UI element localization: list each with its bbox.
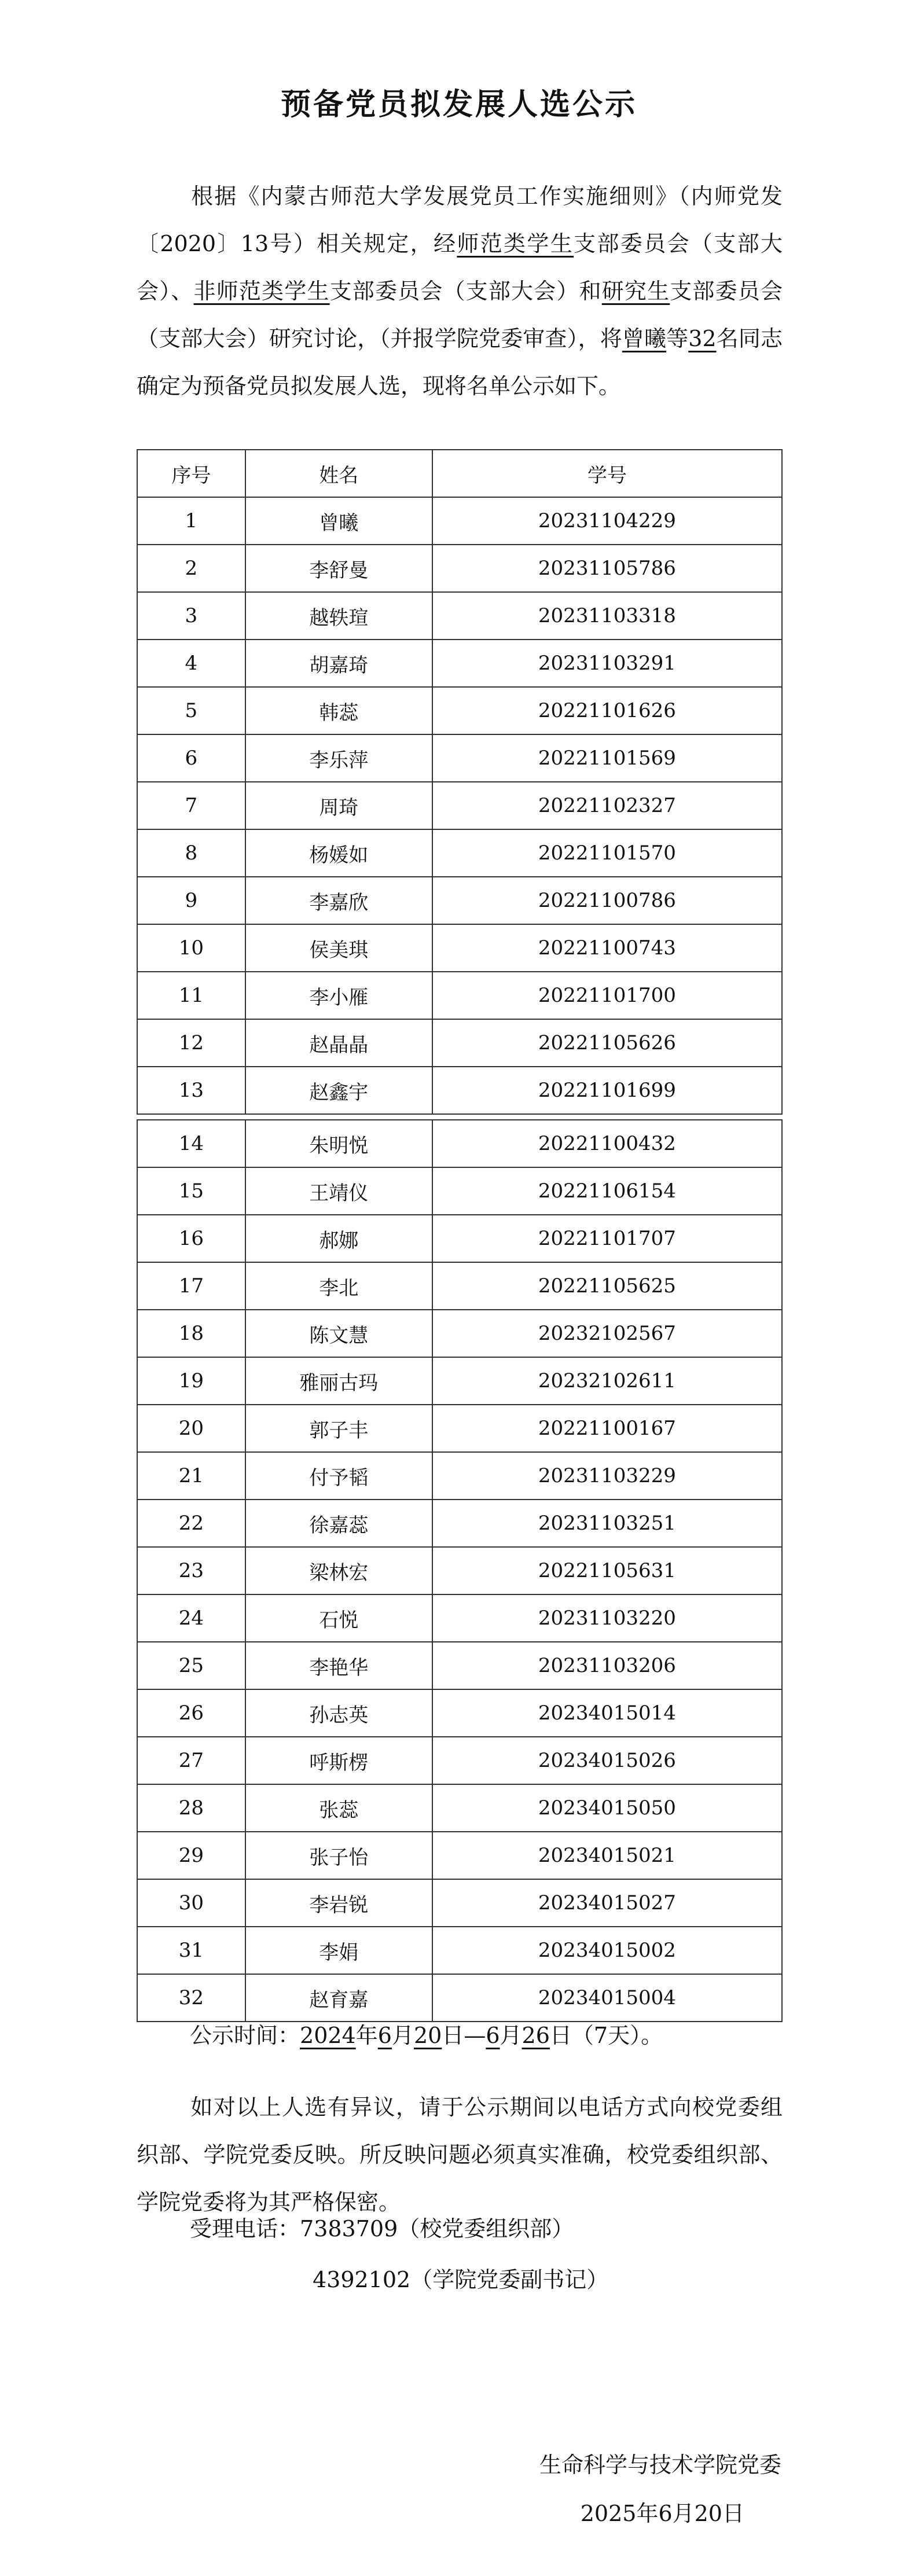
cell-index: 2 xyxy=(137,545,245,592)
header-index: 序号 xyxy=(137,450,245,497)
cell-name: 周琦 xyxy=(245,782,432,829)
table-row xyxy=(137,1120,782,1167)
cell-index: 10 xyxy=(137,924,245,972)
cell-name: 李岩锐 xyxy=(245,1879,432,1927)
cell-student-id: 20221100167 xyxy=(432,1405,782,1452)
cell-index: 12 xyxy=(137,1019,245,1067)
table-row xyxy=(137,1215,782,1262)
cell-student-id: 20232102611 xyxy=(432,1357,782,1405)
cell-name: 呼斯楞 xyxy=(245,1737,432,1784)
table-row xyxy=(137,545,782,592)
cell-index: 17 xyxy=(137,1262,245,1310)
cell-student-id: 20234015004 xyxy=(432,1974,782,2022)
year-char: 年 xyxy=(355,2023,378,2048)
cell-student-id: 20221101707 xyxy=(432,1215,782,1262)
cell-student-id: 20231105786 xyxy=(432,545,782,592)
cell-student-id: 20234015014 xyxy=(432,1689,782,1737)
cell-index: 24 xyxy=(137,1594,245,1642)
intro-text: 名同志确定为预备党员拟发展人选，现将名单公示如下。 xyxy=(137,326,783,399)
cell-index: 20 xyxy=(137,1405,245,1452)
cell-student-id: 20221101700 xyxy=(432,972,782,1019)
start-month: 6 xyxy=(377,2023,392,2048)
table-row xyxy=(137,829,782,877)
cell-index: 7 xyxy=(137,782,245,829)
cell-index: 19 xyxy=(137,1357,245,1405)
cell-name: 朱明悦 xyxy=(245,1120,432,1167)
table-row xyxy=(137,877,782,924)
cell-student-id: 20221100743 xyxy=(432,924,782,972)
cell-name: 雅丽古玛 xyxy=(245,1357,432,1405)
cell-name: 李嘉欣 xyxy=(245,877,432,924)
cell-student-id: 20232102567 xyxy=(432,1310,782,1357)
cell-index: 1 xyxy=(137,497,245,545)
cell-student-id: 20234015050 xyxy=(432,1784,782,1832)
cell-student-id: 20221105625 xyxy=(432,1262,782,1310)
start-year: 2024 xyxy=(300,2023,356,2048)
cell-index: 22 xyxy=(137,1500,245,1547)
cell-index: 15 xyxy=(137,1167,245,1215)
cell-name: 杨媛如 xyxy=(245,829,432,877)
cell-student-id: 20234015021 xyxy=(432,1832,782,1879)
cell-index: 25 xyxy=(137,1642,245,1689)
first-candidate-name: 曾曦 xyxy=(622,326,667,351)
cell-student-id: 20221100432 xyxy=(432,1120,782,1167)
cell-name: 孙志英 xyxy=(245,1689,432,1737)
cell-name: 郭子丰 xyxy=(245,1405,432,1452)
cell-student-id: 20234015027 xyxy=(432,1879,782,1927)
table-row xyxy=(137,924,782,972)
cell-student-id: 20231103291 xyxy=(432,640,782,687)
cell-name: 胡嘉琦 xyxy=(245,640,432,687)
table-row xyxy=(137,1452,782,1500)
cell-index: 11 xyxy=(137,972,245,1019)
page-title: 预备党员拟发展人选公示 xyxy=(280,87,637,122)
cell-index: 23 xyxy=(137,1547,245,1594)
cell-name: 王靖仪 xyxy=(245,1167,432,1215)
branch-name: 师范类学生 xyxy=(457,231,574,256)
candidate-table-part1 xyxy=(137,449,783,1115)
table-row xyxy=(137,1737,782,1784)
cell-name: 越轶瑄 xyxy=(245,592,432,640)
branch-name: 研究生 xyxy=(601,278,670,304)
table-row xyxy=(137,1405,782,1452)
table-row xyxy=(137,1879,782,1927)
intro-text: 支部委员会（支部大会）研究讨论，（并报学院党委审查），将 xyxy=(137,278,783,351)
publicity-label: 公示时间： xyxy=(190,2023,300,2048)
objection-text: 如对以上人选有异议，请于公示期间以电话方式向校党委组织部、学院党委反映。所反映问题必须真实准确，校党委组织部、学院党委将为其严格保密。 xyxy=(137,2094,783,2215)
cell-name: 曾曦 xyxy=(245,497,432,545)
cell-student-id: 20221102327 xyxy=(432,782,782,829)
cell-index: 16 xyxy=(137,1215,245,1262)
month-char: 月 xyxy=(391,2023,414,2048)
cell-student-id: 20221100786 xyxy=(432,877,782,924)
intro-text: 根据《内蒙古师范大学发展党员工作实施细则》（内师党发〔2020〕13号）相关规定，经 xyxy=(137,183,783,256)
cell-name: 陈文慧 xyxy=(245,1310,432,1357)
cell-student-id: 20231103229 xyxy=(432,1452,782,1500)
branch-name: 非师范类学生 xyxy=(193,278,330,304)
publicity-tail: 日（7天）。 xyxy=(549,2023,663,2048)
end-day: 26 xyxy=(522,2023,550,2048)
cell-student-id: 20231103318 xyxy=(432,592,782,640)
cell-name: 郝娜 xyxy=(245,1215,432,1262)
signature-date: 2025年6月20日 xyxy=(580,2501,744,2526)
table-row xyxy=(137,734,782,782)
cell-student-id: 20221101699 xyxy=(432,1067,782,1114)
cell-student-id: 20231103220 xyxy=(432,1594,782,1642)
header-student-id: 学号 xyxy=(432,450,782,497)
cell-name: 李舒曼 xyxy=(245,545,432,592)
cell-name: 赵育嘉 xyxy=(245,1974,432,2022)
table-header-row xyxy=(137,450,782,497)
cell-student-id: 20221101569 xyxy=(432,734,782,782)
cell-index: 6 xyxy=(137,734,245,782)
cell-index: 30 xyxy=(137,1879,245,1927)
table-row xyxy=(137,592,782,640)
cell-name: 张子怡 xyxy=(245,1832,432,1879)
cell-index: 5 xyxy=(137,687,245,734)
cell-student-id: 20231103206 xyxy=(432,1642,782,1689)
month-char: 月 xyxy=(500,2023,522,2048)
cell-name: 李娟 xyxy=(245,1927,432,1974)
cell-student-id: 20231104229 xyxy=(432,497,782,545)
cell-name: 侯美琪 xyxy=(245,924,432,972)
intro-text: 支部委员会（支部大会）、 xyxy=(137,231,783,304)
cell-index: 9 xyxy=(137,877,245,924)
table-row xyxy=(137,1500,782,1547)
cell-index: 28 xyxy=(137,1784,245,1832)
table-row xyxy=(137,1927,782,1974)
cell-student-id: 20221101626 xyxy=(432,687,782,734)
cell-name: 韩蕊 xyxy=(245,687,432,734)
cell-index: 21 xyxy=(137,1452,245,1500)
intro-text: 支部委员会（支部大会）和 xyxy=(329,278,602,304)
intro-text: 等 xyxy=(666,326,689,351)
cell-index: 18 xyxy=(137,1310,245,1357)
cell-student-id: 20234015002 xyxy=(432,1927,782,1974)
cell-index: 14 xyxy=(137,1120,245,1167)
intro-paragraph xyxy=(137,172,783,410)
cell-index: 29 xyxy=(137,1832,245,1879)
cell-name: 赵晶晶 xyxy=(245,1019,432,1067)
end-month: 6 xyxy=(486,2023,500,2048)
cell-student-id: 20221105626 xyxy=(432,1019,782,1067)
header-name: 姓名 xyxy=(245,450,432,497)
cell-index: 27 xyxy=(137,1737,245,1784)
table-row xyxy=(137,1310,782,1357)
cell-student-id: 20221106154 xyxy=(432,1167,782,1215)
table-row xyxy=(137,1262,782,1310)
cell-index: 26 xyxy=(137,1689,245,1737)
cell-name: 李艳华 xyxy=(245,1642,432,1689)
cell-name: 梁林宏 xyxy=(245,1547,432,1594)
table-row xyxy=(137,972,782,1019)
cell-student-id: 20231103251 xyxy=(432,1500,782,1547)
cell-index: 32 xyxy=(137,1974,245,2022)
table-row xyxy=(137,1689,782,1737)
day-dash: 日— xyxy=(442,2023,486,2048)
table-row xyxy=(137,782,782,829)
candidate-count: 32 xyxy=(688,326,717,351)
cell-index: 3 xyxy=(137,592,245,640)
cell-name: 赵鑫宇 xyxy=(245,1067,432,1114)
cell-student-id: 20234015026 xyxy=(432,1737,782,1784)
cell-name: 李乐萍 xyxy=(245,734,432,782)
table-row xyxy=(137,687,782,734)
table-row xyxy=(137,1642,782,1689)
cell-name: 石悦 xyxy=(245,1594,432,1642)
cell-student-id: 20221101570 xyxy=(432,829,782,877)
contact-label: 受理电话： xyxy=(190,2216,300,2241)
cell-name: 李小雁 xyxy=(245,972,432,1019)
table-row xyxy=(137,1357,782,1405)
candidate-table-part2 xyxy=(137,1119,783,2022)
table-row xyxy=(137,1832,782,1879)
cell-name: 付予韬 xyxy=(245,1452,432,1500)
cell-student-id: 20221105631 xyxy=(432,1547,782,1594)
table-row xyxy=(137,640,782,687)
publicity-period xyxy=(137,2012,783,2059)
table-row xyxy=(137,497,782,545)
table-row xyxy=(137,1547,782,1594)
table-row xyxy=(137,1019,782,1067)
cell-index: 13 xyxy=(137,1067,245,1114)
cell-index: 31 xyxy=(137,1927,245,1974)
signature-org: 生命科学与技术学院党委 xyxy=(539,2452,781,2478)
table-row xyxy=(137,1167,782,1215)
table-row xyxy=(137,1067,782,1114)
cell-name: 李北 xyxy=(245,1262,432,1310)
contact-phone-2: 4392102（学院党委副书记） xyxy=(313,2267,609,2292)
cell-index: 8 xyxy=(137,829,245,877)
contact-line-1 xyxy=(137,2205,783,2252)
cell-name: 徐嘉蕊 xyxy=(245,1500,432,1547)
cell-name: 张蕊 xyxy=(245,1784,432,1832)
start-day: 20 xyxy=(413,2023,442,2048)
table-row xyxy=(137,1594,782,1642)
cell-index: 4 xyxy=(137,640,245,687)
contact-phone-1: 7383709（校党委组织部） xyxy=(300,2216,574,2241)
table-row xyxy=(137,1784,782,1832)
